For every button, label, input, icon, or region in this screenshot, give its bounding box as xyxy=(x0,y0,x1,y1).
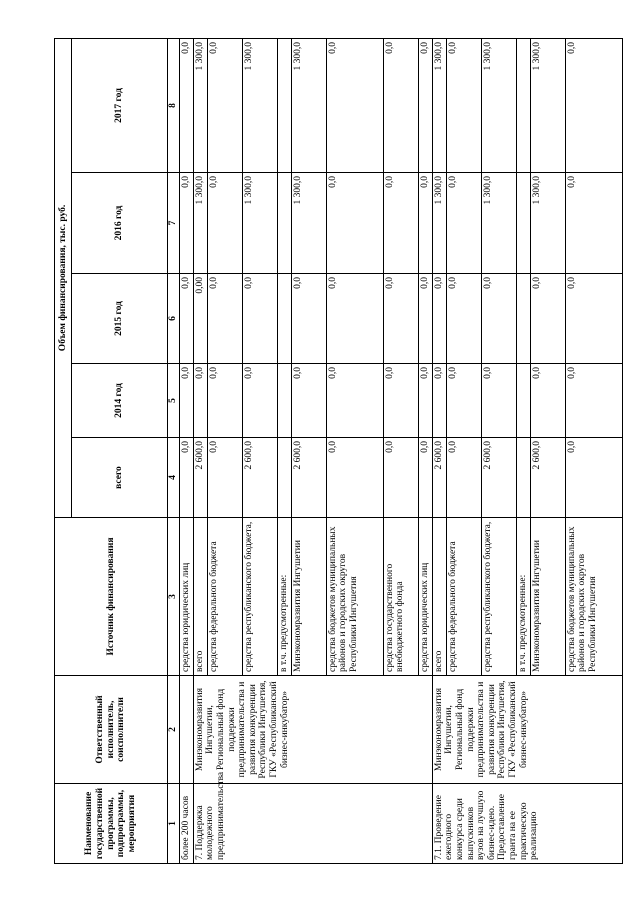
source-cell: средства бюджетов муниципальных районов и городских округов Республики Ингушетия xyxy=(326,518,383,676)
value-2017: 1 300,0 xyxy=(193,38,207,172)
source-cell: в т.ч. предусмотренные: xyxy=(516,518,530,676)
value-2014: 0,0 xyxy=(326,364,383,438)
value-2016: 0,0 xyxy=(326,173,383,274)
value-2016 xyxy=(516,173,530,274)
value-2014: 0,0 xyxy=(193,364,207,438)
value-2014: 0,0 xyxy=(481,364,516,438)
value-2016: 0,0 xyxy=(207,173,242,274)
executor-cell xyxy=(179,676,193,784)
header-year-2014: 2014 год xyxy=(72,364,168,438)
column-index-row xyxy=(168,38,180,863)
value-2014 xyxy=(277,364,291,438)
value-2016: 1 300,0 xyxy=(193,173,207,274)
value-2014: 0,0 xyxy=(207,364,242,438)
value-2017 xyxy=(277,38,291,172)
source-cell: средства юридических лиц xyxy=(418,518,432,676)
value-total: 2 600,0 xyxy=(432,438,446,518)
source-cell: средства бюджетов муниципальных районов и городских округов Республики Ингушетия xyxy=(565,518,622,676)
value-2014: 0,0 xyxy=(432,364,446,438)
source-cell: в т.ч. предусмотренные: xyxy=(277,518,291,676)
value-total: 0,0 xyxy=(207,438,242,518)
value-2016: 1 300,0 xyxy=(432,173,446,274)
program-name: 7. Поддержка молодежного предпринимательства xyxy=(193,784,432,864)
value-total: 0,0 xyxy=(383,438,418,518)
value-2014 xyxy=(516,364,530,438)
value-2017: 1 300,0 xyxy=(291,38,326,172)
value-2016: 1 300,0 xyxy=(530,173,565,274)
source-cell: средства республиканского бюджета, xyxy=(242,518,277,676)
table-row xyxy=(193,38,207,863)
value-2014: 0,0 xyxy=(565,364,622,438)
value-2015: 0,0 xyxy=(291,274,326,364)
value-2015: 0,0 xyxy=(446,274,481,364)
value-2017: 1 300,0 xyxy=(432,38,446,172)
value-2016: 1 300,0 xyxy=(481,173,516,274)
value-2017: 0,0 xyxy=(418,38,432,172)
source-cell: средства юридических лиц xyxy=(179,518,193,676)
value-total xyxy=(277,438,291,518)
value-total: 2 600,0 xyxy=(481,438,516,518)
col-index: 6 xyxy=(168,274,180,364)
header-row-1 xyxy=(55,38,72,863)
header-year-2016: 2016 год xyxy=(72,173,168,274)
value-total: 0,0 xyxy=(326,438,383,518)
executor-cell: Минэкономразвития Ингушетии, Региональный фонд поддержки предпринимательства и развития конкуренции Республики Ингушетия, ГКУ «Республиканский бизнес-инкубатор» xyxy=(432,676,622,784)
value-2014: 0,0 xyxy=(291,364,326,438)
col-index: 4 xyxy=(168,438,180,518)
value-2017: 0,0 xyxy=(179,38,193,172)
value-2017: 0,0 xyxy=(326,38,383,172)
value-2016: 0,0 xyxy=(383,173,418,274)
source-cell: всего xyxy=(193,518,207,676)
value-2015: 0,0 xyxy=(326,274,383,364)
value-2015: 0,0 xyxy=(207,274,242,364)
table-row xyxy=(432,38,446,863)
value-2015: 0,00 xyxy=(193,274,207,364)
value-2016: 0,0 xyxy=(418,173,432,274)
value-total xyxy=(516,438,530,518)
value-2017: 0,0 xyxy=(565,38,622,172)
col-index: 3 xyxy=(168,518,180,676)
rotated-page xyxy=(54,39,598,864)
value-2015: 0,0 xyxy=(432,274,446,364)
value-total: 0,0 xyxy=(418,438,432,518)
header-year-2015: 2015 год xyxy=(72,274,168,364)
value-total: 2 600,0 xyxy=(242,438,277,518)
value-2015: 0,0 xyxy=(481,274,516,364)
value-2017: 0,0 xyxy=(383,38,418,172)
source-cell: средства федерального бюджета xyxy=(207,518,242,676)
value-2016: 0,0 xyxy=(565,173,622,274)
header-executor: Ответственный исполнитель, соисполнители xyxy=(55,676,168,784)
value-2015 xyxy=(516,274,530,364)
header-year-2017: 2017 год xyxy=(72,38,168,172)
value-2014: 0,0 xyxy=(530,364,565,438)
value-2014: 0,0 xyxy=(446,364,481,438)
value-2017: 0,0 xyxy=(446,38,481,172)
header-total: всего xyxy=(72,438,168,518)
value-2016: 0,0 xyxy=(179,173,193,274)
value-2015: 0,0 xyxy=(418,274,432,364)
value-2016: 1 300,0 xyxy=(242,173,277,274)
value-2014: 0,0 xyxy=(383,364,418,438)
value-total: 2 600,0 xyxy=(193,438,207,518)
value-total: 0,0 xyxy=(565,438,622,518)
table-row xyxy=(179,38,193,863)
value-2014: 0,0 xyxy=(418,364,432,438)
value-2015 xyxy=(277,274,291,364)
col-index: 7 xyxy=(168,173,180,274)
source-cell: средства республиканского бюджета, xyxy=(481,518,516,676)
value-2017: 1 300,0 xyxy=(481,38,516,172)
value-2014: 0,0 xyxy=(242,364,277,438)
value-2017 xyxy=(516,38,530,172)
value-total: 0,0 xyxy=(446,438,481,518)
value-2016 xyxy=(277,173,291,274)
value-2015: 0,0 xyxy=(383,274,418,364)
value-2017: 0,0 xyxy=(207,38,242,172)
financing-table xyxy=(54,38,623,864)
value-2016: 0,0 xyxy=(446,173,481,274)
value-2015: 0,0 xyxy=(565,274,622,364)
value-2015: 0,0 xyxy=(242,274,277,364)
value-2017: 1 300,0 xyxy=(530,38,565,172)
header-volume: Объем финансирования, тыс. руб. xyxy=(55,38,72,517)
col-index: 2 xyxy=(168,676,180,784)
value-total: 2 600,0 xyxy=(291,438,326,518)
executor-cell: Минэкономразвития Ингушетии, Региональный фонд поддержки предпринимательства и развития конкуренции Республики Ингушетия, ГКУ «Республиканский бизнес-инкубатор» xyxy=(193,676,432,784)
source-cell: Минэкономразвития Ингушетии xyxy=(291,518,326,676)
col-index: 8 xyxy=(168,38,180,172)
value-2016: 1 300,0 xyxy=(291,173,326,274)
program-name: 7.1. Проведение ежегодного конкурса среди выпускников вузов на лучшую бизнес-идею. Предоставление гранта на ее практическую реализацию xyxy=(432,784,622,864)
source-cell: средства государственного внебюджетного фонда xyxy=(383,518,418,676)
value-2017: 1 300,0 xyxy=(242,38,277,172)
col-index: 5 xyxy=(168,364,180,438)
value-2014: 0,0 xyxy=(179,364,193,438)
col-index: 1 xyxy=(168,784,180,864)
program-name: более 200 часов xyxy=(179,784,193,864)
source-cell: всего xyxy=(432,518,446,676)
source-cell: Минэкономразвития Ингушетии xyxy=(530,518,565,676)
value-total: 2 600,0 xyxy=(530,438,565,518)
header-source: Источник финансирования xyxy=(55,518,168,676)
value-2015: 0,0 xyxy=(530,274,565,364)
value-total: 0,0 xyxy=(179,438,193,518)
header-name: Наименование государственной программы, подпрограммы, мероприятия xyxy=(55,784,168,864)
value-2015: 0,0 xyxy=(179,274,193,364)
source-cell: средства федерального бюджета xyxy=(446,518,481,676)
